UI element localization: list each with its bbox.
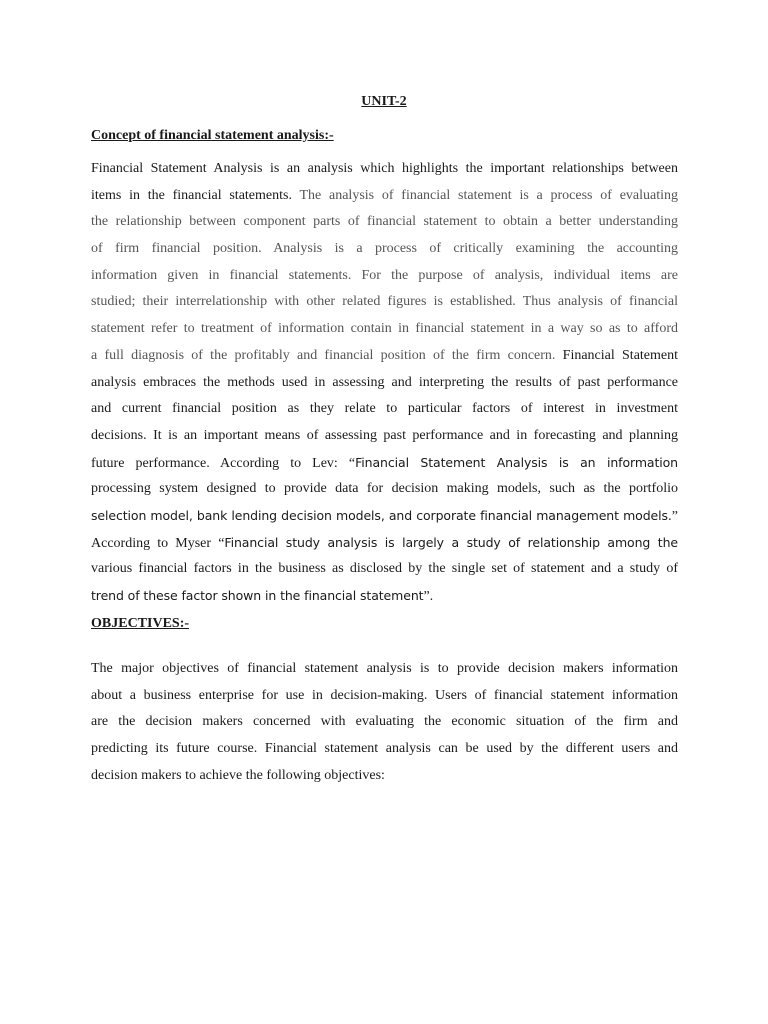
text-segment: studied; their interrelationship with other related figures is established. Thus analysis of financial [91,294,678,310]
text-segment: Financial study analysis is largely a study of relationship among the [224,534,678,550]
text-line [91,187,678,214]
text-segment: analysis embraces the methods used in assessing and interpreting the results of past performance [91,374,678,390]
text-line [91,240,678,267]
text-segment: decisions. It is an important means of assessing past performance and in forecasting and planning [91,427,678,443]
text-line [91,293,678,320]
text-segment: Financial Statement Analysis is an information [355,454,678,470]
text-segment: The major objectives of financial statement analysis is to provide decision makers information [91,661,678,676]
text-line [91,560,678,587]
text-line [91,427,678,454]
text-line [91,713,678,740]
text-segment: selection model, bank lending decision models, and corporate financial management models. [91,507,672,523]
text-segment: Financial Statement Analysis is an analysis which highlights the important relationships between [91,161,678,176]
text-segment: are the decision makers concerned with evaluating the economic situation of the firm and [91,714,678,730]
text-line [91,347,678,374]
text-segment: statement refer to treatment of information contain in financial statement in a way so as to afford [91,321,678,337]
text-segment: the relationship between component parts of financial statement to obtain a better understanding [91,214,678,230]
text-line [91,507,678,534]
text-segment: a full diagnosis of the profitably and financial position of the firm concern. [91,347,563,363]
text-line [91,587,678,614]
text-line [91,374,678,401]
text-line [91,480,678,507]
text-segment: various financial factors in the business as disclosed by the single set of statement and a study of [91,561,678,577]
text-segment: Financial Statement [562,347,678,363]
text-segment: ” [671,508,678,524]
objectives-paragraph [91,660,678,793]
text-segment: ”. [423,589,434,604]
text-segment: According to Myser “ [91,535,225,551]
objectives-heading: OBJECTIVES:- [91,616,190,631]
text-segment: of firm financial position. Analysis is a process of critically examining the accounting [91,241,678,257]
text-line [91,534,678,561]
text-line [91,767,678,794]
text-segment: items in the financial statements. [91,187,300,203]
text-segment: processing system designed to provide data for decision making models, such as the portfolio [91,481,678,497]
text-line [91,740,678,767]
text-line [91,400,678,427]
text-segment: and current financial position as they relate to particular factors of interest in investment [91,401,678,417]
text-line [91,454,678,481]
text-line [91,687,678,714]
text-segment: The analysis of financial statement is a process of evaluating [299,187,679,203]
text-segment: predicting its future course. Financial statement analysis can be used by the different users and [91,741,678,757]
text-segment: about a business enterprise for use in decision-making. Users of financial statement information [91,687,678,703]
text-line [91,160,678,187]
text-segment: information given in financial statements. For the purpose of analysis, individual items are [91,267,678,283]
text-segment: trend of these factor shown in the financial statement [91,588,424,603]
concept-paragraph [91,160,678,614]
text-line [91,213,678,240]
text-line [91,320,678,347]
text-segment: decision makers to achieve the following objectives: [91,767,385,783]
unit-title: UNIT-2 [361,94,407,109]
text-line [91,267,678,294]
text-line [91,660,678,687]
text-segment: future performance. According to Lev: “ [91,455,356,471]
concept-heading: Concept of financial statement analysis:- [91,128,334,143]
